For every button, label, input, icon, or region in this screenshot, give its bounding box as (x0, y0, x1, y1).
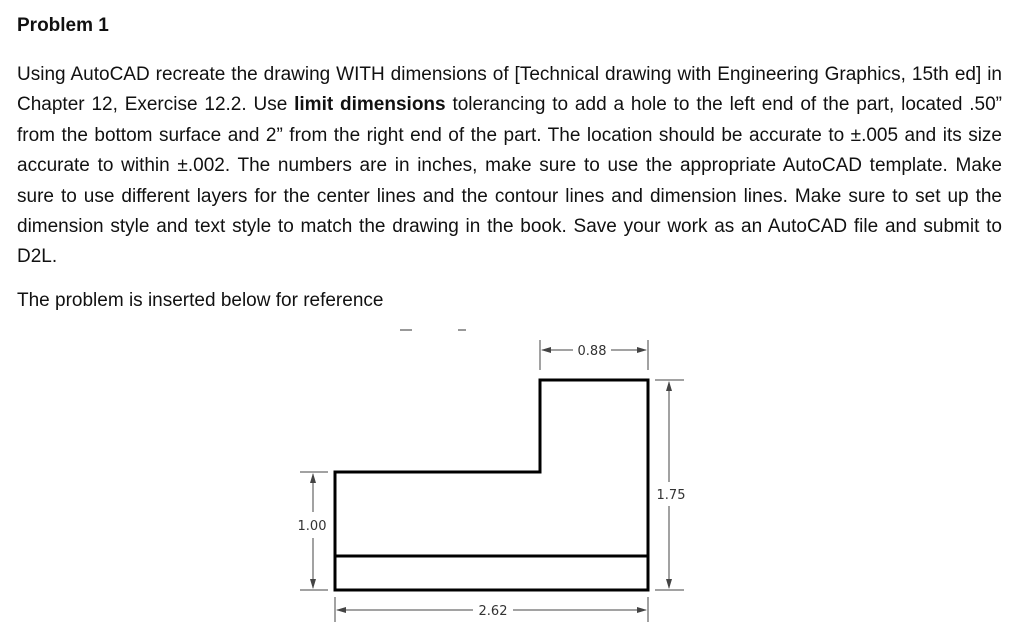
dim-left-height-label: 1.00 (297, 519, 327, 534)
dim-right-height-label: 1.75 (656, 488, 686, 503)
description-bold-term: limit dimensions (294, 94, 446, 116)
part-outline (335, 380, 648, 590)
dim-right-height (655, 380, 684, 590)
problem-title: Problem 1 (17, 15, 109, 36)
dim-top-width-label: 0.88 (577, 344, 607, 359)
reference-note: The problem is inserted below for reference (17, 290, 384, 311)
description-part-1: Using AutoCAD recreate the drawing WITH dimensions of [Technical drawing with Engineering Graphics, 15th ed] in Chapter 12, Exercise 12.2. Use (17, 64, 1002, 116)
dim-bottom-width-label: 2.62 (478, 604, 508, 619)
description-part-2: tolerancing to add a hole to the left end of the part, located .50” from the bottom surface and 2” from the right end of the part. The location should be accurate to ±.005 and its size accurate to within ±.002. The numbers are in inches, make sure to use the appropriate AutoCAD template. Make sure to use different layers for the center lines and the contour lines and dimension lines. Make sure to set up the dimension style and text style to match the drawing in the book. Save your work as an AutoCAD file and submit to D2L. (17, 94, 1002, 268)
